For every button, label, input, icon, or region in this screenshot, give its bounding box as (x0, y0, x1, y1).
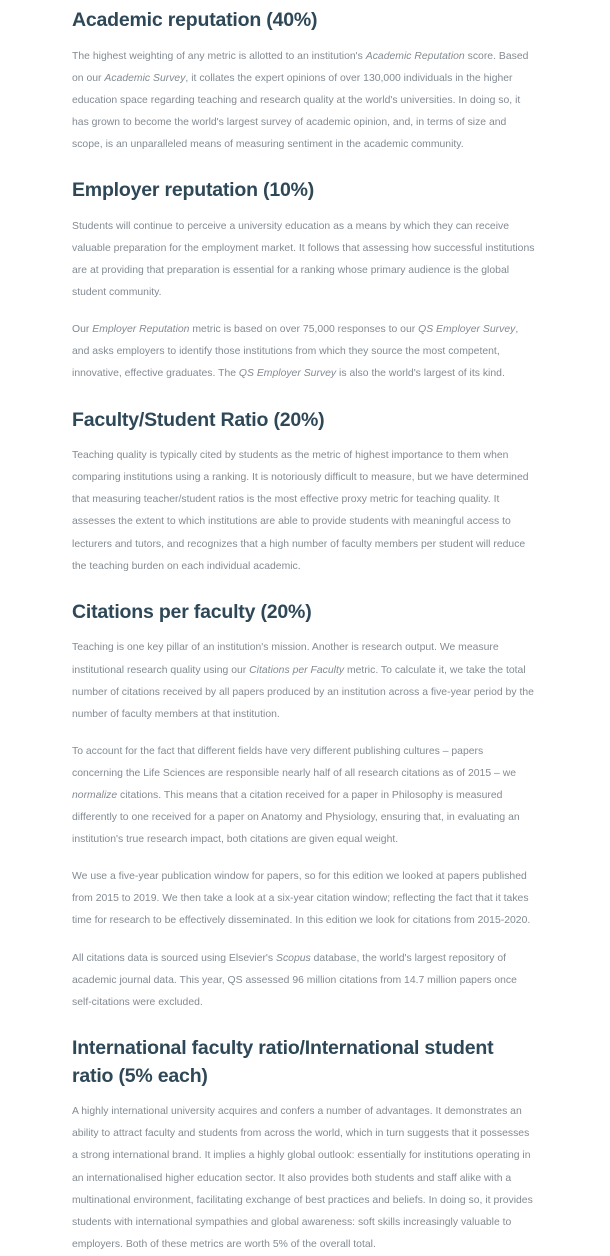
section-heading: Faculty/Student Ratio (20%) (72, 408, 325, 431)
plain-text: database, the world's largest repository of academic journal data. This year, QS assessed 96 million citations from 14.7 million papers once self-citations were excluded. (72, 952, 517, 1008)
plain-text: Students will continue to perceive a university education as a means by which they can receive valuable preparation for the employment market. It follows that assessing how successful institutions are at providing that preparation is essential for a ranking whose primary audience is the global student community. (72, 220, 535, 299)
content-section (72, 407, 536, 578)
section-heading: International faculty ratio/International student ratio (5% each) (72, 1036, 494, 1087)
plain-text: All citations data is sourced using Elsevier's (72, 952, 277, 964)
body-paragraph (72, 741, 536, 851)
plain-text: To account for the fact that different fields have very different publishing cultures – papers concerning the Life Sciences are responsible nearly half of all research citations as of 2015 – we (72, 745, 516, 779)
section-heading: Academic reputation (40%) (72, 9, 318, 31)
plain-text: We use a five-year publication window for papers, so for this edition we looked at papers published from 2015 to 2019. We then take a look at a six-year citation window; reflecting the fact that it takes time for research to be effectively disseminated. In this edition we look for citations from 2015-2020. (72, 871, 531, 927)
plain-text: score. Based on our (72, 50, 529, 84)
emphasis-text: Employer Reputation (92, 324, 190, 336)
plain-text: citations. This means that a citation received for a paper in Philosophy is measured differently to one received for a paper on Anatomy and Physiology, ensuring that, in evaluating an institution's true research impact, both citations are given equal weight. (72, 790, 520, 846)
plain-text: , and asks employers to identify those institutions from which they source the most competent, innovative, effective graduates. The (72, 324, 519, 380)
plain-text: Teaching is one key pillar of an institution's mission. Another is research output. We measure institutional research quality using our (72, 642, 499, 676)
plain-text: metric is based on over 75,000 responses to our (189, 324, 419, 336)
body-paragraph (72, 866, 536, 932)
body-paragraph (72, 637, 536, 725)
body-paragraph (72, 1101, 536, 1256)
content-section (72, 177, 536, 385)
content-section (72, 7, 536, 156)
content-section (72, 1035, 536, 1256)
plain-text: The highest weighting of any metric is allotted to an institution's (72, 50, 366, 62)
plain-text: Our (72, 324, 93, 336)
plain-text: is also the world's largest of its kind. (336, 368, 505, 380)
emphasis-text: normalize (72, 790, 118, 801)
body-paragraph (72, 948, 536, 1014)
plain-text: Teaching quality is typically cited by students as the metric of highest importance to them when comparing institutions using a ranking. It is notoriously difficult to measure, but we have determined that measuring teacher/student ratios is the most effective proxy metric for teaching quality. It assesses the extent to which institutions are able to provide students with meaningful access to lecturers and tutors, and recognizes that a high number of faculty members per student will reduce the teaching burden on each individual academic. (72, 450, 529, 572)
plain-text: A highly international university acquires and confers a number of advantages. It demonstrates an ability to attract faculty and students from across the world, which in turn suggests that it possesses a strong international brand. It implies a highly global outlook: essentially for institutions operating in an internationalised higher education sector. It also provides both students and staff alike with a multinational environment, facilitating exchange of best practices and beliefs. In doing so, it provides students with international sympathies and global awareness: soft skills increasingly valuable to employers. Both of these metrics are worth 5% of the overall total. (72, 1106, 533, 1250)
emphasis-text: QS Employer Survey (238, 368, 337, 380)
emphasis-text: QS Employer Survey (418, 324, 516, 336)
section-heading: Citations per faculty (20%) (72, 600, 312, 623)
section-heading: Employer reputation (10%) (72, 179, 315, 202)
body-paragraph (72, 216, 536, 304)
plain-text: metric. To calculate it, we take the total number of citations received by all papers produced by an institution across a five-year period by the number of faculty members at that institution. (72, 664, 534, 720)
emphasis-text: Scopus (276, 952, 311, 964)
content-section (72, 599, 536, 1014)
body-paragraph (72, 319, 536, 385)
body-paragraph (72, 445, 536, 578)
body-paragraph (72, 46, 536, 156)
emphasis-text: Academic Reputation (365, 50, 465, 62)
emphasis-text: Academic Survey (104, 72, 186, 84)
emphasis-text: Citations per Faculty (249, 664, 345, 676)
plain-text: , it collates the expert opinions of over 130,000 individuals in the higher education space regarding teaching and research quality at the world's universities. In doing so, it has grown to become the world's largest survey of academic opinion, and, in terms of size and scope, is an unparalleled means of measuring sentiment in the academic community. (72, 72, 521, 151)
